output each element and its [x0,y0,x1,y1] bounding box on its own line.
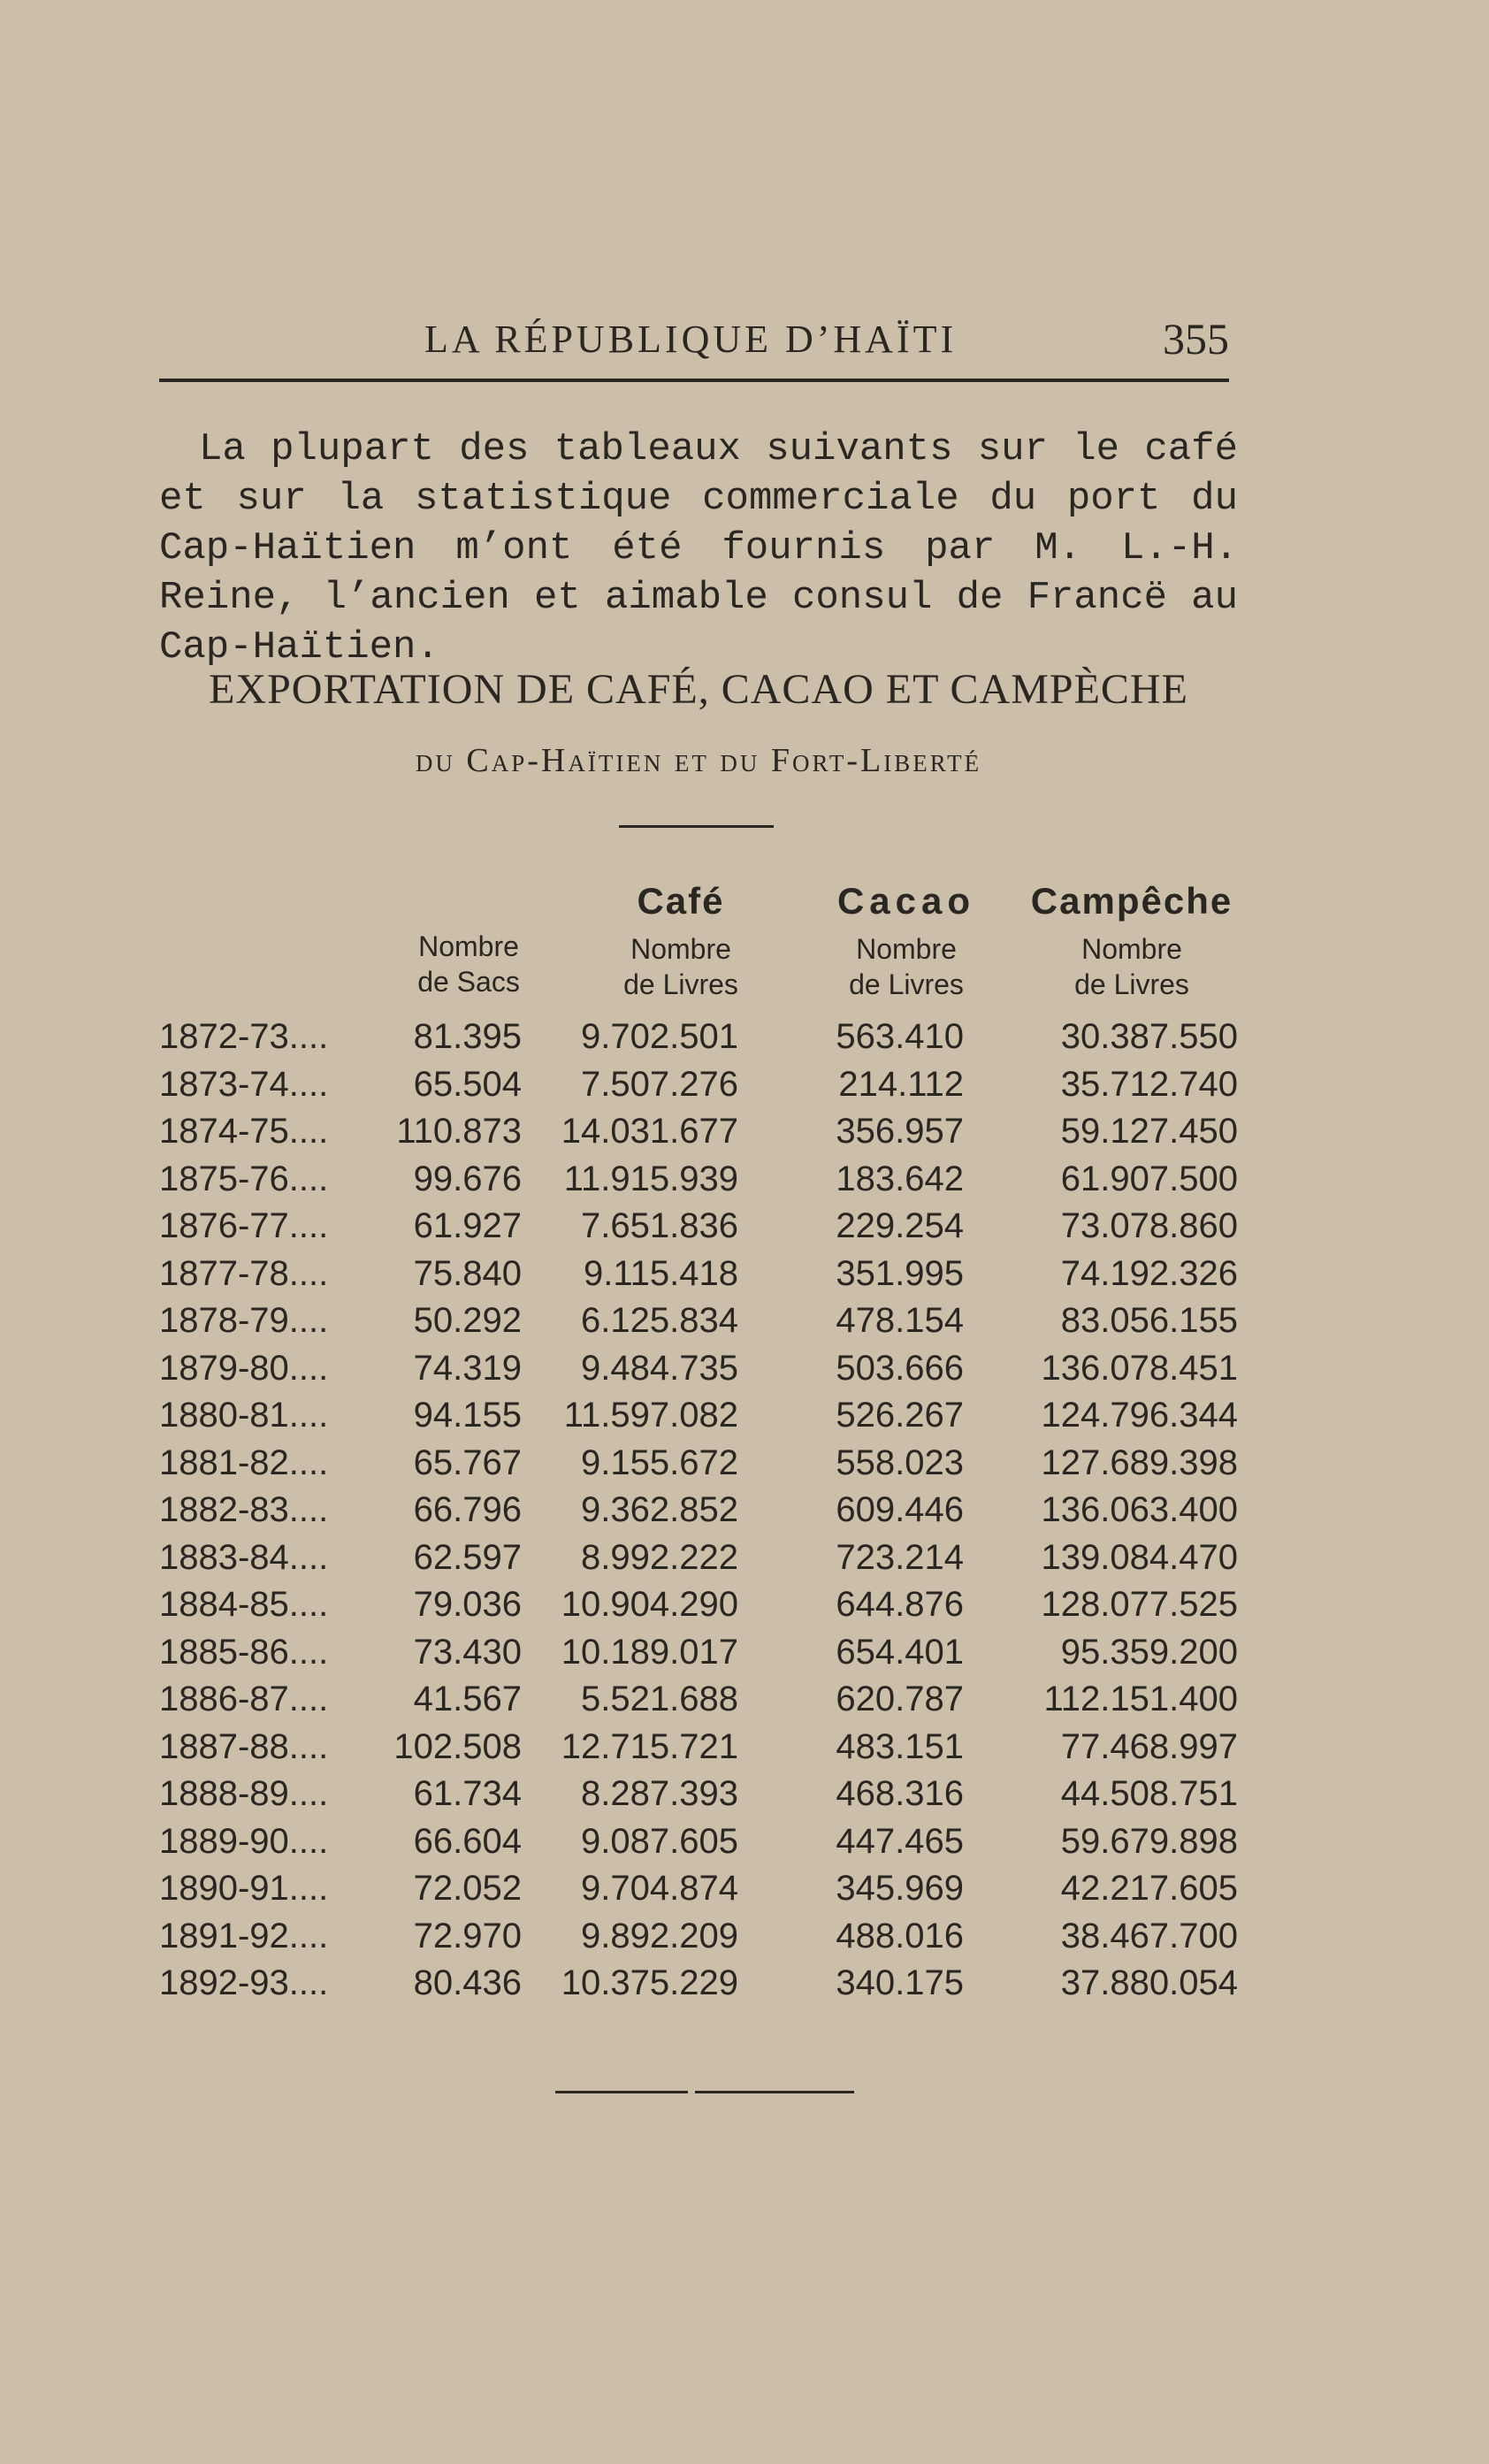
end-rule-left [555,2091,688,2093]
row-campeche-livres: 128.077.525 [1041,1585,1238,1624]
row-campeche-livres: 83.056.155 [1060,1301,1238,1340]
table-title: EXPORTATION DE CAFÉ, CACAO ET CAMPÈCHE [209,666,1188,713]
row-campeche-livres: 112.151.400 [1043,1680,1238,1718]
row-year: 1890-91.... [159,1869,329,1908]
row-sacs: 74.319 [413,1348,522,1388]
row-campeche-livres: 139.084.470 [1041,1537,1238,1577]
row-year: 1872-73.... [159,1017,329,1056]
col-head-campeche [1026,880,1238,1002]
col-name-cacao: Cacao [836,880,976,922]
table-row [159,1917,1238,1964]
row-campeche-livres: 74.192.326 [1060,1253,1238,1293]
row-cafe-livres: 9.704.874 [581,1869,738,1908]
table-row [159,1301,1238,1349]
row-cafe-livres: 11.597.082 [563,1396,738,1435]
row-cafe-livres: 6.125.834 [581,1301,738,1340]
row-cafe-livres: 11.915.939 [563,1159,738,1198]
row-cacao-livres: 483.151 [836,1726,964,1766]
row-sacs: 80.436 [413,1963,522,2002]
row-sacs: 73.430 [413,1632,522,1672]
row-cafe-livres: 5.521.688 [581,1680,738,1718]
table-row [159,1869,1238,1917]
row-cacao-livres: 558.023 [836,1442,964,1482]
running-title: LA RÉPUBLIQUE D’HAÏTI [424,318,958,361]
row-year: 1885-86.... [159,1632,329,1672]
row-campeche-livres: 38.467.700 [1060,1916,1238,1955]
col-name-cafe: Café [637,880,725,922]
row-year: 1883-84.... [159,1537,329,1577]
row-cafe-livres: 12.715.721 [561,1726,738,1766]
row-cacao-livres: 214.112 [838,1064,964,1104]
row-year: 1886-87.... [159,1680,329,1718]
row-cafe-livres: 9.892.209 [581,1916,738,1955]
row-campeche-livres: 73.078.860 [1060,1206,1238,1245]
row-cafe-livres: 10.189.017 [561,1632,738,1672]
table-row [159,1017,1238,1065]
row-sacs: 62.597 [413,1537,522,1577]
row-year: 1882-83.... [159,1490,329,1529]
row-cacao-livres: 468.316 [836,1774,964,1813]
row-sacs: 66.604 [413,1821,522,1861]
row-cafe-livres: 8.992.222 [581,1537,738,1577]
row-cacao-livres: 340.175 [836,1963,964,2002]
table-row [159,1633,1238,1680]
table-row [159,1112,1238,1159]
row-cacao-livres: 229.254 [836,1206,964,1245]
row-sacs: 50.292 [413,1301,522,1340]
title-rule [619,825,774,828]
col-head-sacs [389,929,548,999]
table-row [159,1490,1238,1538]
row-sacs: 94.155 [413,1396,522,1435]
row-cacao-livres: 447.465 [836,1821,964,1861]
row-campeche-livres: 124.796.344 [1041,1396,1238,1435]
row-campeche-livres: 95.359.200 [1060,1632,1238,1672]
row-year: 1878-79.... [159,1301,329,1340]
row-cacao-livres: 723.214 [836,1537,964,1577]
row-cacao-livres: 644.876 [836,1585,964,1624]
row-sacs: 110.873 [396,1112,522,1151]
row-cafe-livres: 9.484.735 [581,1348,738,1388]
row-year: 1875-76.... [159,1159,329,1198]
row-sacs: 61.927 [413,1206,522,1245]
intro-text: La plupart des tableaux suivants sur le café et sur la statistique commerciale du port du Cap-Haïtien m’ont été fournis par M. L.-H. Reine, l’ancien et aimable consul de Francë au Cap-Haïtien. [159,427,1238,670]
row-sacs: 66.796 [413,1490,522,1529]
table-row [159,1585,1238,1633]
row-cacao-livres: 351.995 [836,1253,964,1293]
table-row [159,1963,1238,2011]
row-cacao-livres: 503.666 [836,1348,964,1388]
row-cacao-livres: 609.446 [836,1490,964,1529]
col-unit-sacs: Nombre de Sacs [417,930,520,998]
intro-paragraph [159,425,1238,672]
table-row [159,1206,1238,1254]
row-campeche-livres: 77.468.997 [1060,1726,1238,1766]
row-sacs: 61.734 [413,1774,522,1813]
row-year: 1879-80.... [159,1348,329,1388]
table-subtitle: du Cap-Haïtien et du Fort-Liberté [415,742,982,779]
row-cacao-livres: 526.267 [836,1396,964,1435]
col-unit-campeche-livres: Nombre de Livres [1074,933,1189,1000]
col-head-cacao [813,880,999,1002]
table-row [159,1396,1238,1443]
row-year: 1881-82.... [159,1442,329,1482]
row-cafe-livres: 9.702.501 [581,1017,738,1056]
row-cacao-livres: 356.957 [836,1112,964,1151]
row-campeche-livres: 136.078.451 [1041,1348,1238,1388]
table-row [159,1774,1238,1822]
row-cafe-livres: 14.031.677 [561,1112,738,1151]
row-cafe-livres: 9.087.605 [581,1821,738,1861]
row-cafe-livres: 9.115.418 [584,1253,738,1293]
col-name-campeche: Campêche [1030,880,1233,922]
page-number: 355 [1163,314,1229,363]
row-campeche-livres: 59.679.898 [1060,1821,1238,1861]
row-year: 1876-77.... [159,1206,329,1245]
table-row [159,1254,1238,1302]
row-cacao-livres: 654.401 [836,1632,964,1672]
table-row [159,1065,1238,1113]
row-campeche-livres: 44.508.751 [1060,1774,1238,1813]
row-campeche-livres: 136.063.400 [1041,1490,1238,1529]
row-year: 1887-88.... [159,1726,329,1766]
row-sacs: 72.970 [413,1916,522,1955]
row-year: 1888-89.... [159,1774,329,1813]
header-rule [159,379,1229,382]
row-cafe-livres: 10.375.229 [561,1963,738,2002]
row-cacao-livres: 620.787 [836,1680,964,1718]
row-year: 1873-74.... [159,1064,329,1104]
row-campeche-livres: 127.689.398 [1041,1442,1238,1482]
table-row [159,1443,1238,1491]
table-row [159,1680,1238,1727]
row-cafe-livres: 7.651.836 [581,1206,738,1245]
row-sacs: 79.036 [413,1585,522,1624]
row-cacao-livres: 345.969 [836,1869,964,1908]
row-cafe-livres: 9.362.852 [581,1490,738,1529]
table-row [159,1349,1238,1397]
row-campeche-livres: 35.712.740 [1060,1064,1238,1104]
col-unit-cacao-livres: Nombre de Livres [849,933,964,1000]
row-campeche-livres: 30.387.550 [1060,1017,1238,1056]
row-year: 1877-78.... [159,1253,329,1293]
row-sacs: 102.508 [393,1726,522,1766]
row-year: 1884-85.... [159,1585,329,1624]
table-row [159,1159,1238,1207]
row-campeche-livres: 42.217.605 [1060,1869,1238,1908]
row-cafe-livres: 9.155.672 [581,1442,738,1482]
col-head-cafe [584,880,778,1002]
row-sacs: 81.395 [413,1017,522,1056]
row-cafe-livres: 8.287.393 [581,1774,738,1813]
row-cafe-livres: 7.507.276 [581,1064,738,1104]
table-row [159,1538,1238,1586]
row-year: 1874-75.... [159,1112,329,1151]
row-campeche-livres: 37.880.054 [1060,1963,1238,2002]
export-table-body [159,1017,1238,2011]
row-sacs: 65.504 [413,1064,522,1104]
col-unit-cafe-livres: Nombre de Livres [623,933,738,1000]
row-year: 1892-93.... [159,1963,329,2002]
row-sacs: 75.840 [413,1253,522,1293]
row-cafe-livres: 10.904.290 [561,1585,738,1624]
row-cacao-livres: 563.410 [836,1017,964,1056]
row-year: 1891-92.... [159,1916,329,1955]
row-sacs: 72.052 [413,1869,522,1908]
row-year: 1880-81.... [159,1396,329,1435]
table-row [159,1727,1238,1775]
row-cacao-livres: 478.154 [836,1301,964,1340]
row-cacao-livres: 183.642 [836,1159,964,1198]
end-rule-right [695,2091,854,2093]
row-sacs: 65.767 [413,1442,522,1482]
row-sacs: 99.676 [413,1159,522,1198]
row-sacs: 41.567 [413,1680,522,1718]
row-campeche-livres: 61.907.500 [1060,1159,1238,1198]
row-year: 1889-90.... [159,1821,329,1861]
running-head [159,308,1238,379]
table-row [159,1822,1238,1870]
row-cacao-livres: 488.016 [836,1916,964,1955]
row-campeche-livres: 59.127.450 [1060,1112,1238,1151]
